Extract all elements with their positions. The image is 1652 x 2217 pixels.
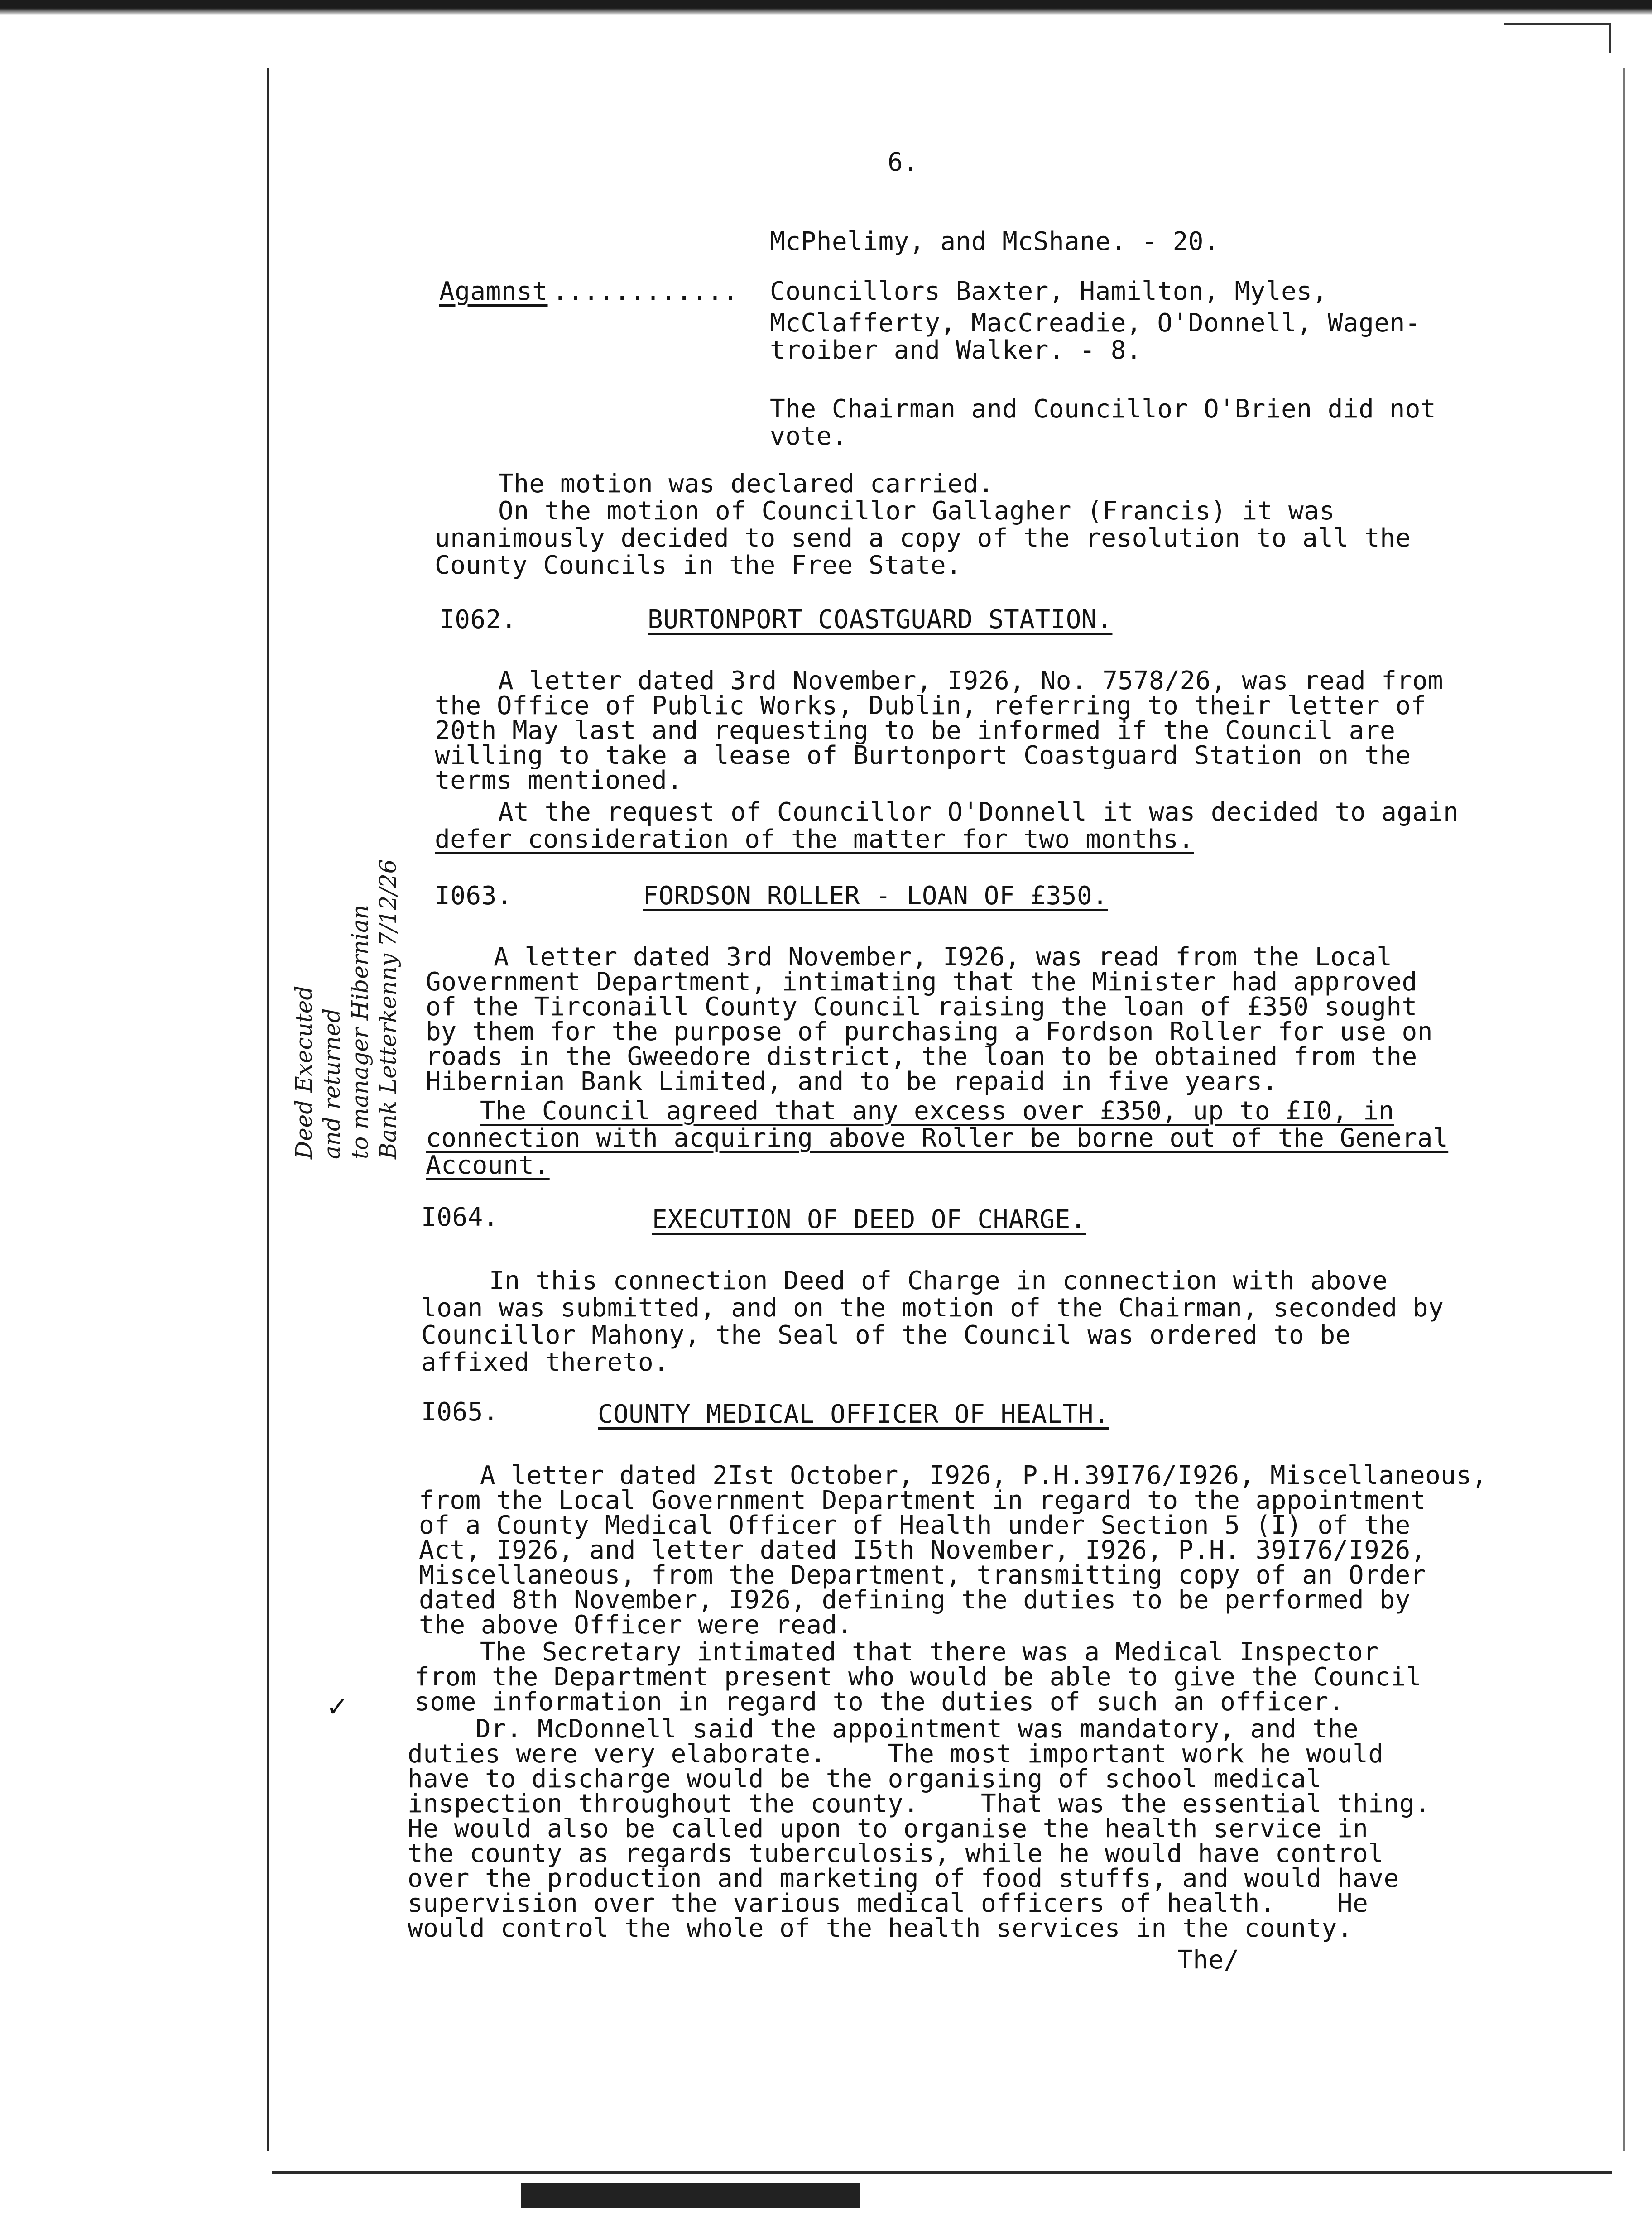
- paragraph-line: the county as regards tuberculosis, while he would have control: [408, 1839, 1384, 1868]
- paragraph-line: of the Tirconaill County Council raising the loan of £350 sought: [426, 992, 1417, 1022]
- paragraph-line: duties were very elaborate. The most important work he would: [408, 1739, 1384, 1769]
- no-vote-line: The Chairman and Councillor O'Brien did not: [770, 394, 1436, 424]
- handwritten-margin-note: [290, 859, 402, 1159]
- paragraph-line: willing to take a lease of Burtonport Coastguard Station on the: [435, 741, 1411, 770]
- paragraph-line: loan was submitted, and on the motion of the Chairman, seconded by: [421, 1293, 1444, 1323]
- paragraph-line: affixed thereto.: [421, 1348, 669, 1377]
- continuation-line: McPhelimy, and McShane. - 20.: [770, 227, 1220, 256]
- paragraph-line: would control the whole of the health services in the county.: [408, 1914, 1353, 1943]
- against-label: Agamnst: [439, 277, 548, 306]
- paragraph-line: dated 8th November, I926, defining the duties to be performed by: [419, 1585, 1411, 1615]
- paragraph-line: have to discharge would be the organising of school medical: [408, 1764, 1322, 1794]
- section-title: BURTONPORT COASTGUARD STATION.: [648, 605, 1113, 634]
- paragraph-line: roads in the Gweedore district, the loan to be obtained from the: [426, 1042, 1417, 1071]
- scan-corner-mark: [1504, 23, 1611, 53]
- paragraph-line: In this connection Deed of Charge in connection with above: [489, 1266, 1388, 1296]
- resolution-line: Account.: [426, 1151, 550, 1180]
- paragraph-line: terms mentioned.: [435, 766, 683, 795]
- paragraph-line: He would also be called upon to organise the health service in: [408, 1814, 1369, 1843]
- paragraph-line: Act, I926, and letter dated I5th November, I926, P.H. 39I76/I926,: [419, 1536, 1426, 1565]
- paragraph-line: Dr. McDonnell said the appointment was mandatory, and the: [475, 1714, 1359, 1744]
- paragraph-line: inspection throughout the county. That was the essential thing.: [408, 1789, 1431, 1819]
- catchword: The/: [1177, 1945, 1239, 1975]
- against-leader: ............: [552, 277, 739, 306]
- paragraph-line: Hibernian Bank Limited, and to be repaid in five years.: [426, 1067, 1278, 1096]
- margin-note-line: to manager Hibernian: [347, 904, 373, 1159]
- paragraph-line: At the request of Councillor O'Donnell it was decided to again: [498, 797, 1459, 827]
- resolution-line: The Council agreed that any excess over £350, up to £I0, in: [480, 1096, 1394, 1126]
- motion-line: County Councils in the Free State.: [435, 551, 962, 580]
- paragraph-line: A letter dated 3rd November, I926, was read from the Local: [494, 942, 1393, 972]
- paragraph-line: of a County Medical Officer of Health under Section 5 (I) of the: [419, 1511, 1411, 1540]
- against-line: troiber and Walker. - 8.: [770, 336, 1142, 365]
- paragraph-line: Government Department, intimating that the Minister had approved: [426, 967, 1417, 997]
- page-number: 6.: [888, 148, 919, 177]
- paragraph-line: the above Officer were read.: [419, 1610, 853, 1640]
- motion-line: unanimously decided to send a copy of the resolution to all the: [435, 523, 1411, 553]
- motion-line: On the motion of Councillor Gallagher (Francis) it was: [498, 496, 1335, 526]
- paragraph-line: A letter dated 2Ist October, I926, P.H.39I76/I926, Miscellaneous,: [480, 1461, 1487, 1490]
- paragraph-line: the Office of Public Works, Dublin, referring to their letter of: [435, 691, 1426, 720]
- section-number: I064.: [421, 1203, 499, 1232]
- scan-top-edge: [0, 0, 1652, 68]
- against-line: Councillors Baxter, Hamilton, Myles,: [770, 277, 1328, 306]
- section-number: I065.: [421, 1397, 499, 1427]
- paragraph-line: Councillor Mahony, the Seal of the Council was ordered to be: [421, 1320, 1351, 1350]
- margin-note-line: Bank Letterkenny 7/12/26: [375, 859, 401, 1159]
- paragraph-line: from the Local Government Department in regard to the appointment: [419, 1486, 1426, 1515]
- paragraph-line: The Secretary intimated that there was a Medical Inspector: [480, 1637, 1379, 1667]
- section-number: I062.: [439, 605, 517, 634]
- margin-note-line: Deed Executed: [291, 985, 317, 1159]
- paragraph-line: some information in regard to the duties of such an officer.: [414, 1687, 1344, 1717]
- paragraph-line: A letter dated 3rd November, I926, No. 7578/26, was read from: [498, 666, 1444, 696]
- paragraph-line: Miscellaneous, from the Department, transmitting copy of an Order: [419, 1560, 1426, 1590]
- paragraph-line: from the Department present who would be able to give the Council: [414, 1662, 1421, 1692]
- paragraph-line: by them for the purpose of purchasing a Fordson Roller for use on: [426, 1017, 1433, 1046]
- motion-line: The motion was declared carried.: [498, 469, 994, 499]
- resolution-line: defer consideration of the matter for two months.: [435, 825, 1194, 854]
- scan-bottom-smudge: [521, 2183, 860, 2208]
- against-line: McClafferty, MacCreadie, O'Donnell, Wagen-: [770, 308, 1421, 338]
- no-vote-line: vote.: [770, 422, 848, 451]
- section-number: I063.: [435, 881, 513, 911]
- paragraph-line: over the production and marketing of food stuffs, and would have: [408, 1864, 1399, 1893]
- scan-bottom-edge: [272, 2171, 1612, 2174]
- resolution-line: connection with acquiring above Roller be borne out of the General: [426, 1123, 1449, 1153]
- section-title: EXECUTION OF DEED OF CHARGE.: [652, 1205, 1086, 1234]
- paragraph-line: supervision over the various medical officers of health. He: [408, 1889, 1369, 1918]
- tick-mark-icon: ✓: [326, 1691, 349, 1723]
- section-title: FORDSON ROLLER - LOAN OF £350.: [643, 881, 1108, 911]
- paragraph-line: 20th May last and requesting to be informed if the Council are: [435, 716, 1396, 745]
- margin-note-line: and returned: [319, 1008, 345, 1159]
- section-title: COUNTY MEDICAL OFFICER OF HEALTH.: [598, 1400, 1109, 1429]
